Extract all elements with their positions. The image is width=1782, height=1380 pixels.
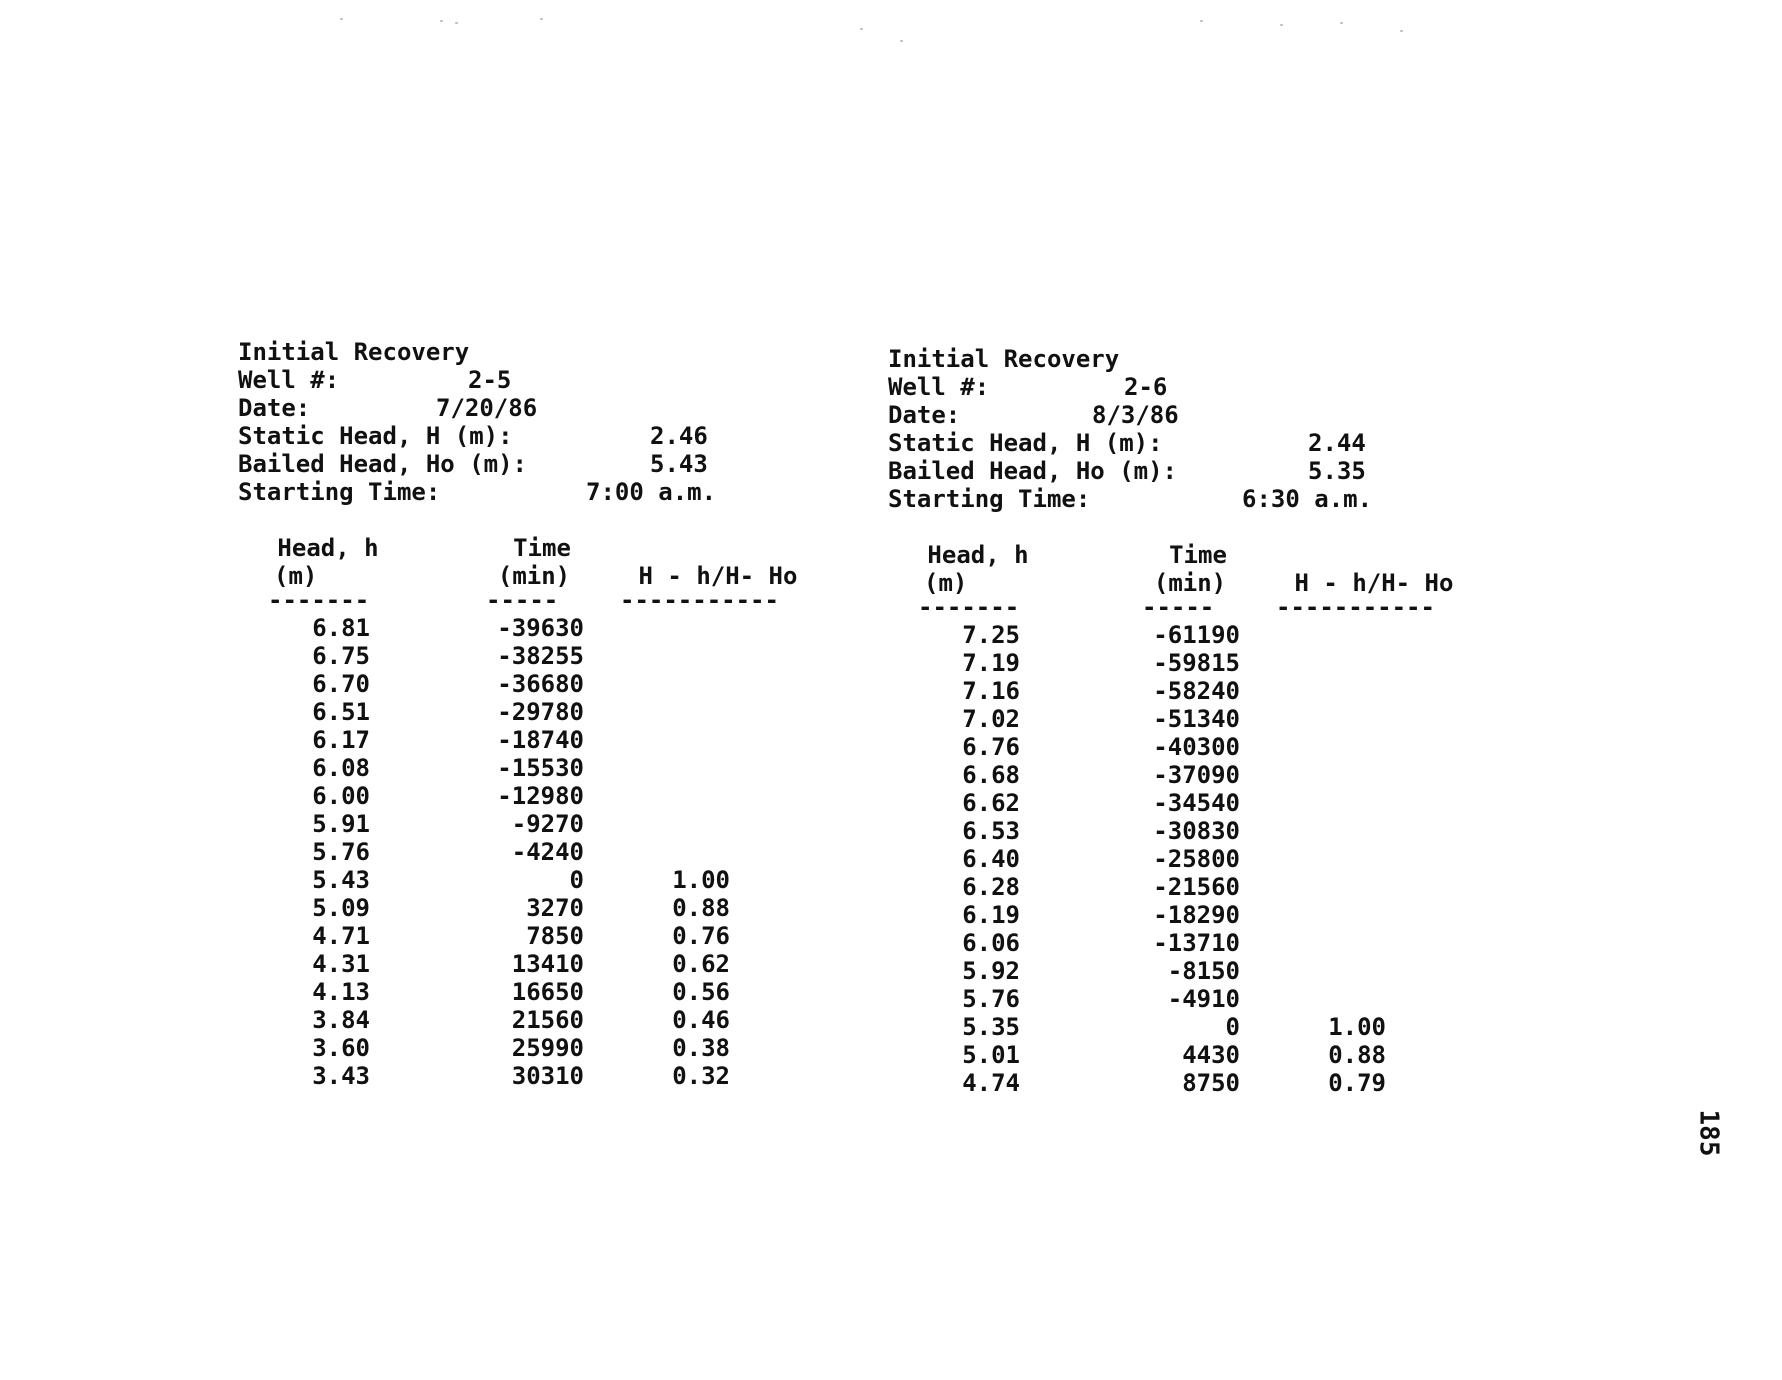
cell-time: -8150: [1167, 957, 1240, 985]
static-head-value: 2.44: [1308, 429, 1366, 457]
table-row: [238, 754, 878, 782]
table-row: [888, 929, 1528, 957]
cell-time: -40300: [1153, 733, 1240, 761]
column-header-time-line1: Time: [1169, 541, 1227, 569]
cell-time: -21560: [1153, 873, 1240, 901]
cell-time: -51340: [1153, 705, 1240, 733]
cell-time: 13410: [511, 950, 584, 978]
table-row: [238, 1034, 878, 1062]
bailed-head-label: Bailed Head, Ho (m):: [888, 457, 1177, 485]
cell-head: 6.75: [312, 642, 370, 670]
table-row: [888, 733, 1528, 761]
cell-head: 6.76: [962, 733, 1020, 761]
cell-time: -34540: [1153, 789, 1240, 817]
table-row: [888, 817, 1528, 845]
cell-head: 6.51: [312, 698, 370, 726]
cell-time: -37090: [1153, 761, 1240, 789]
table-row: [888, 985, 1528, 1013]
cell-time: -18290: [1153, 901, 1240, 929]
column-header-head-line1: Head, h: [927, 541, 1029, 569]
table-row: [238, 922, 878, 950]
cell-head: 6.68: [962, 761, 1020, 789]
cell-head: 5.76: [962, 985, 1020, 1013]
cell-time: 4430: [1182, 1041, 1240, 1069]
table-row: [888, 901, 1528, 929]
table-row: [888, 677, 1528, 705]
recovery-table-well-2-5: [238, 338, 878, 1108]
bailed-head-value: 5.35: [1308, 457, 1366, 485]
cell-ratio: 0.56: [672, 978, 730, 1006]
static-head-label: Static Head, H (m):: [238, 422, 513, 450]
cell-head: 3.84: [312, 1006, 370, 1034]
table-row: [888, 1041, 1528, 1069]
cell-head: 3.43: [312, 1062, 370, 1090]
table-row: [238, 978, 878, 1006]
cell-head: 3.60: [312, 1034, 370, 1062]
cell-time: -13710: [1153, 929, 1240, 957]
cell-head: 6.17: [312, 726, 370, 754]
column-rule-head: -------: [918, 593, 1020, 621]
cell-head: 6.06: [962, 929, 1020, 957]
cell-ratio: 0.38: [672, 1034, 730, 1062]
cell-ratio: 1.00: [1328, 1013, 1386, 1041]
cell-time: 16650: [511, 978, 584, 1006]
cell-time: -25800: [1153, 845, 1240, 873]
table-row: [238, 866, 878, 894]
cell-time: -58240: [1153, 677, 1240, 705]
column-header-head-line2: (m): [274, 562, 318, 590]
cell-time: -61190: [1153, 621, 1240, 649]
cell-time: -38255: [497, 642, 584, 670]
cell-head: 5.35: [962, 1013, 1020, 1041]
well-label: Well #:: [238, 366, 340, 394]
cell-head: 5.01: [962, 1041, 1020, 1069]
table-row: [888, 873, 1528, 901]
cell-ratio: 0.88: [1328, 1041, 1386, 1069]
cell-ratio: 0.46: [672, 1006, 730, 1034]
cell-head: 5.09: [312, 894, 370, 922]
table-row: [238, 838, 878, 866]
table-row: [888, 845, 1528, 873]
column-header-time: [1140, 541, 1240, 597]
well-label: Well #:: [888, 373, 990, 401]
table-row: [238, 1062, 878, 1090]
cell-head: 6.08: [312, 754, 370, 782]
table-row: [238, 642, 878, 670]
table-row: [238, 950, 878, 978]
column-rule-time: -----: [1142, 593, 1215, 621]
cell-head: 7.25: [962, 621, 1020, 649]
date-label: Date:: [238, 394, 311, 422]
cell-time: -59815: [1153, 649, 1240, 677]
table-row: [888, 705, 1528, 733]
column-header-ratio: H - h/H- Ho: [638, 562, 798, 590]
cell-time: 30310: [511, 1062, 584, 1090]
page-number: 185: [1693, 1109, 1724, 1157]
recovery-table-well-2-6: [888, 345, 1528, 1115]
cell-time: -36680: [497, 670, 584, 698]
column-header-time: [484, 534, 584, 590]
table-row: [888, 957, 1528, 985]
column-header-time-line2: (min): [1153, 569, 1227, 597]
cell-time: 0: [1225, 1013, 1240, 1041]
column-rule-ratio: -----------: [620, 586, 779, 614]
cell-time: -4240: [511, 838, 584, 866]
table-row: [888, 789, 1528, 817]
bailed-head-label: Bailed Head, Ho (m):: [238, 450, 527, 478]
column-header-time-line2: (min): [497, 562, 571, 590]
table-row: [238, 726, 878, 754]
cell-time: 0: [569, 866, 584, 894]
cell-head: 5.76: [312, 838, 370, 866]
cell-head: 6.81: [312, 614, 370, 642]
table-row: [238, 894, 878, 922]
well-value: 2-6: [1124, 373, 1168, 401]
cell-time: 3270: [526, 894, 584, 922]
cell-head: 5.43: [312, 866, 370, 894]
column-header-time-line1: Time: [513, 534, 571, 562]
starting-time-label: Starting Time:: [888, 485, 1091, 513]
scan-specks: [340, 10, 1540, 70]
cell-head: 5.91: [312, 810, 370, 838]
cell-head: 6.28: [962, 873, 1020, 901]
table-row: [238, 810, 878, 838]
static-head-label: Static Head, H (m):: [888, 429, 1163, 457]
cell-ratio: 0.32: [672, 1062, 730, 1090]
column-header-ratio: H - h/H- Ho: [1294, 569, 1454, 597]
date-label: Date:: [888, 401, 961, 429]
starting-time-value: 6:30 a.m.: [1242, 485, 1373, 513]
column-header-head: [918, 541, 1038, 597]
starting-time-label: Starting Time:: [238, 478, 441, 506]
column-header-head-line1: Head, h: [277, 534, 379, 562]
cell-head: 7.16: [962, 677, 1020, 705]
cell-time: -4910: [1167, 985, 1240, 1013]
column-header-head: [268, 534, 388, 590]
cell-head: 4.13: [312, 978, 370, 1006]
cell-ratio: 1.00: [672, 866, 730, 894]
cell-head: 4.71: [312, 922, 370, 950]
cell-ratio: 0.79: [1328, 1069, 1386, 1097]
table-row: [238, 698, 878, 726]
cell-head: 6.19: [962, 901, 1020, 929]
date-value: 8/3/86: [1092, 401, 1179, 429]
starting-time-value: 7:00 a.m.: [586, 478, 717, 506]
block-title: Initial Recovery: [888, 345, 1120, 373]
cell-time: -18740: [497, 726, 584, 754]
bailed-head-value: 5.43: [650, 450, 708, 478]
data-rows: [238, 614, 878, 1094]
cell-head: 4.31: [312, 950, 370, 978]
cell-time: 25990: [511, 1034, 584, 1062]
cell-head: 6.53: [962, 817, 1020, 845]
cell-time: -29780: [497, 698, 584, 726]
cell-time: 7850: [526, 922, 584, 950]
table-row: [238, 614, 878, 642]
table-row: [888, 761, 1528, 789]
table-row: [888, 1013, 1528, 1041]
cell-head: 6.40: [962, 845, 1020, 873]
table-row: [238, 1006, 878, 1034]
column-rule-time: -----: [486, 586, 559, 614]
cell-time: 21560: [511, 1006, 584, 1034]
table-row: [238, 782, 878, 810]
cell-time: 8750: [1182, 1069, 1240, 1097]
column-header-head-line2: (m): [924, 569, 968, 597]
cell-head: 7.02: [962, 705, 1020, 733]
cell-head: 6.00: [312, 782, 370, 810]
block-title: Initial Recovery: [238, 338, 470, 366]
date-value: 7/20/86: [436, 394, 538, 422]
cell-ratio: 0.76: [672, 922, 730, 950]
cell-time: -9270: [511, 810, 584, 838]
data-rows: [888, 621, 1528, 1101]
column-rule-head: -------: [268, 586, 370, 614]
cell-time: -12980: [497, 782, 584, 810]
cell-time: -39630: [497, 614, 584, 642]
table-row: [888, 1069, 1528, 1097]
cell-time: -15530: [497, 754, 584, 782]
cell-head: 6.70: [312, 670, 370, 698]
cell-ratio: 0.62: [672, 950, 730, 978]
table-row: [888, 621, 1528, 649]
cell-head: 5.92: [962, 957, 1020, 985]
cell-head: 7.19: [962, 649, 1020, 677]
table-row: [888, 649, 1528, 677]
cell-head: 6.62: [962, 789, 1020, 817]
cell-time: -30830: [1153, 817, 1240, 845]
cell-head: 4.74: [962, 1069, 1020, 1097]
cell-ratio: 0.88: [672, 894, 730, 922]
column-rule-ratio: -----------: [1276, 593, 1435, 621]
static-head-value: 2.46: [650, 422, 708, 450]
well-value: 2-5: [468, 366, 512, 394]
table-row: [238, 670, 878, 698]
